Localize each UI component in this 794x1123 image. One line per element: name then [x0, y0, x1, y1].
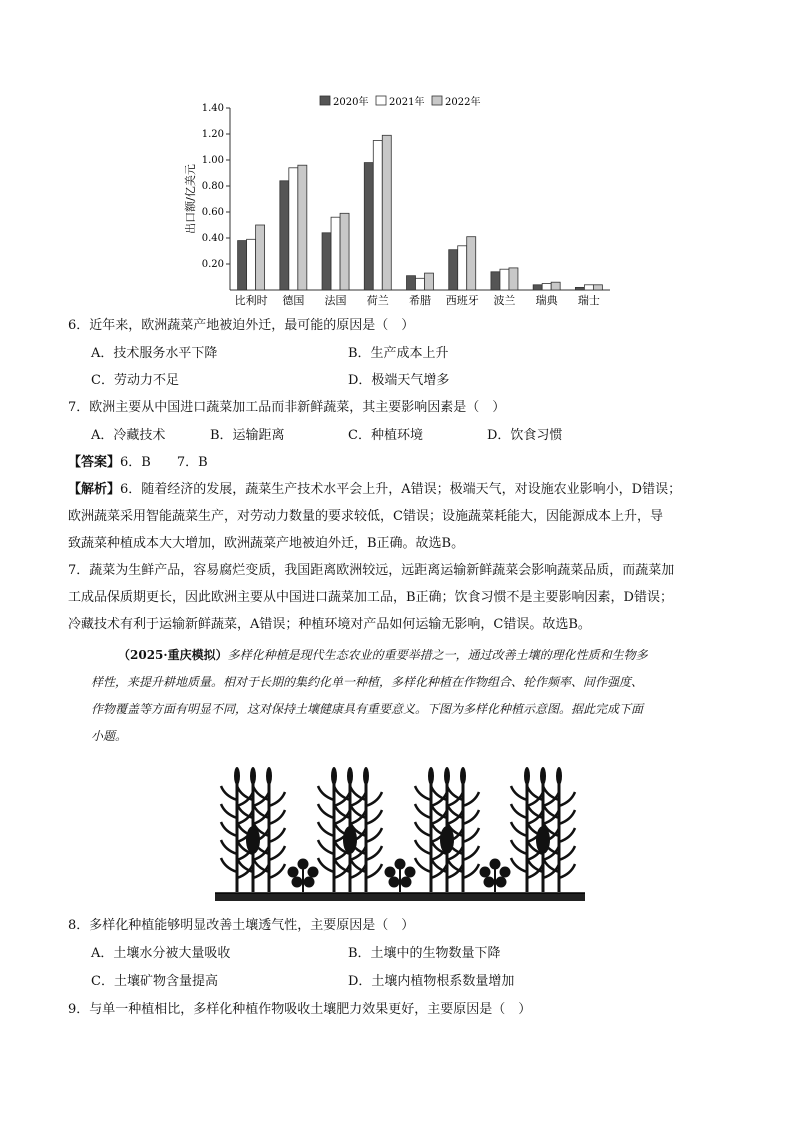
vegetable-export-bar-chart — [180, 90, 620, 310]
soybean-leaf — [304, 877, 315, 888]
soybean-leaf — [395, 859, 406, 870]
corn-plant — [415, 767, 479, 892]
intro-line-2: 样性，来提升耕地质量。相对于长期的集约化单一种植，多样化种植在作物组合、轮作频率、间作强度、 — [91, 675, 644, 689]
q6-option-c: C．劳动力不足 — [91, 373, 179, 388]
x-tick-label: 波兰 — [493, 294, 516, 307]
intro-line-3: 作物覆盖等方面有明显不同，这对保持土壤健康具有重要意义。下图为多样化种植示意图。据此完成下面 — [91, 702, 644, 716]
analysis-line-3: 致蔬菜种植成本大大增加，欧洲蔬菜产地被迫外迁，B正确。故选B。 — [68, 536, 465, 551]
corn-leaf — [221, 840, 237, 854]
intro-text-1: 多样化种植是现代生态农业的重要举措之一，通过改善土壤的理化性质和生物多 — [227, 648, 648, 662]
corn-tassel — [524, 767, 530, 785]
x-tick-label: 西班牙 — [445, 294, 479, 307]
q7-option-b: B．运输距离 — [210, 428, 285, 443]
legend-swatch — [432, 96, 442, 105]
corn-plant — [318, 767, 382, 892]
corn-leaf — [269, 828, 285, 842]
corn-leaf — [463, 864, 479, 878]
intro-source: （2025·重庆模拟） — [118, 648, 228, 662]
y-tick-label: 0.80 — [201, 181, 224, 192]
q6-option-a: A．技术服务水平下降 — [91, 346, 218, 361]
corn-leaf — [334, 786, 350, 800]
corn-leaf — [447, 786, 463, 800]
analysis-line-1 — [68, 482, 681, 498]
corn-leaf — [511, 786, 527, 800]
q6-option-b: B．生产成本上升 — [348, 346, 449, 361]
soybean-leaf — [496, 877, 507, 888]
corn-leaf — [511, 858, 527, 872]
y-tick-label: 1.40 — [201, 103, 224, 114]
bar-2 — [373, 141, 382, 291]
bar-1 — [364, 163, 373, 290]
corn-leaf — [350, 786, 366, 800]
corn-leaf — [221, 858, 237, 872]
corn-leaf — [253, 786, 269, 800]
corn-leaf — [318, 822, 334, 836]
legend-label: 2021年 — [389, 97, 425, 108]
y-tick-label: 1.20 — [201, 129, 224, 140]
bar-3 — [298, 165, 307, 290]
corn-leaf — [366, 792, 382, 806]
bar-2 — [416, 278, 425, 290]
corn-leaf — [269, 864, 285, 878]
corn-plant — [221, 767, 285, 892]
corn-leaf — [559, 792, 575, 806]
bar-1 — [280, 181, 289, 290]
corn-tassel — [250, 767, 256, 785]
bar-3 — [425, 273, 434, 290]
corn-leaf — [559, 864, 575, 878]
analysis-line-2: 欧洲蔬菜采用智能蔬菜生产，对劳动力数量的要求较低，C错误；设施蔬菜耗能大，因能源成本上升，导 — [68, 509, 663, 524]
corn-ear — [246, 826, 260, 854]
corn-leaf — [527, 786, 543, 800]
corn-leaf — [415, 786, 431, 800]
corn-leaf — [543, 786, 559, 800]
bar-2 — [500, 269, 509, 290]
corn-leaf — [318, 840, 334, 854]
bar-1 — [449, 250, 458, 290]
q7-option-c: C．种植环境 — [348, 428, 423, 443]
bar-2 — [289, 168, 298, 290]
q8-option-a: A．土壤水分被大量吸收 — [91, 946, 231, 961]
corn-tassel — [444, 767, 450, 785]
q7-option-a: A．冷藏技术 — [91, 428, 166, 443]
soybean-leaf — [298, 859, 309, 870]
y-tick-label: 0.40 — [201, 233, 224, 244]
corn-ear — [343, 826, 357, 854]
corn-leaf — [559, 828, 575, 842]
analysis-line-5: 工成品保质期更长，因此欧洲主要从中国进口蔬菜加工品，B正确；饮食习惯不是主要影响因素，D错误； — [68, 590, 673, 605]
soybean-leaf — [490, 859, 501, 870]
analysis-line-4: 7．蔬菜为生鲜产品，容易腐烂变质，我国距离欧洲较远，远距离运输新鲜蔬菜会影响蔬菜品质，而蔬菜加 — [68, 563, 675, 578]
answer-tag: 【答案】 — [68, 455, 121, 470]
q7-option-d: D．饮食习惯 — [487, 428, 563, 443]
corn-leaf — [415, 840, 431, 854]
bar-2 — [331, 217, 340, 290]
soybean-plant — [288, 859, 319, 893]
soybean-leaf — [389, 877, 400, 888]
corn-leaf — [415, 822, 431, 836]
y-axis-label: 出口额/亿美元 — [184, 164, 197, 234]
corn-leaf — [221, 804, 237, 818]
analysis-line-6: 冷藏技术有利于运输新鲜蔬菜，A错误；种植环境对产品如何运输无影响，C错误。故选B。 — [68, 617, 591, 632]
corn-tassel — [460, 767, 466, 785]
corn-leaf — [318, 804, 334, 818]
corn-leaf — [415, 858, 431, 872]
corn-leaf — [366, 828, 382, 842]
corn-tassel — [556, 767, 562, 785]
bar-3 — [593, 285, 602, 290]
bar-2 — [542, 284, 551, 291]
bar-3 — [382, 135, 391, 290]
bar-3 — [256, 225, 265, 290]
corn-plant — [511, 767, 575, 892]
corn-leaf — [269, 810, 285, 824]
corn-leaf — [318, 858, 334, 872]
intro-line-4: 小题。 — [91, 729, 128, 743]
corn-tassel — [540, 767, 546, 785]
corn-leaf — [511, 804, 527, 818]
corn-leaf — [221, 786, 237, 800]
q8-option-b: B．土壤中的生物数量下降 — [348, 946, 501, 961]
q9-stem: 9．与单一种植相比，多样化种植作物吸收土壤肥力效果更好，主要原因是（ ） — [68, 1002, 532, 1017]
soybean-leaf — [480, 867, 491, 878]
soybean-plant — [385, 859, 416, 893]
bar-3 — [340, 213, 349, 290]
answer-line — [68, 455, 208, 471]
corn-tassel — [428, 767, 434, 785]
ground-surface — [215, 893, 585, 901]
q8-option-c: C．土壤矿物含量提高 — [91, 974, 218, 989]
corn-leaf — [366, 846, 382, 860]
soybean-leaf — [288, 867, 299, 878]
corn-leaf — [463, 828, 479, 842]
corn-leaf — [269, 792, 285, 806]
bar-2 — [247, 239, 256, 290]
bar-1 — [238, 241, 247, 290]
bar-1 — [533, 285, 542, 290]
corn-leaf — [221, 822, 237, 836]
q7-stem: 7．欧洲主要从中国进口蔬菜加工品而非新鲜蔬菜，其主要影响因素是（ ） — [68, 400, 506, 415]
x-tick-label: 瑞士 — [577, 294, 600, 307]
q8-option-d: D．土壤内植物根系数量增加 — [348, 974, 515, 989]
answer-text: 6．B 7．B — [120, 455, 208, 470]
q8-stem: 8．多样化种植能够明显改善土壤透气性，主要原因是（ ） — [68, 918, 415, 933]
bar-1 — [407, 276, 416, 290]
legend-swatch — [320, 96, 330, 105]
x-tick-label: 德国 — [282, 294, 305, 307]
q6-stem: 6．近年来，欧洲蔬菜产地被迫外迁，最可能的原因是（ ） — [68, 318, 415, 333]
corn-leaf — [463, 846, 479, 860]
corn-tassel — [234, 767, 240, 785]
legend-label: 2022年 — [445, 97, 481, 108]
corn-leaf — [318, 786, 334, 800]
soybean-leaf — [484, 877, 495, 888]
corn-leaf — [559, 846, 575, 860]
bar-1 — [322, 233, 331, 290]
bar-1 — [491, 272, 500, 290]
corn-ear — [536, 826, 550, 854]
bar-3 — [467, 237, 476, 290]
soybean-leaf — [385, 867, 396, 878]
corn-leaf — [511, 840, 527, 854]
x-tick-label: 比利时 — [234, 294, 268, 307]
corn-leaf — [511, 822, 527, 836]
soybean-leaf — [405, 867, 416, 878]
soybean-leaf — [401, 877, 412, 888]
corn-tassel — [331, 767, 337, 785]
x-tick-label: 瑞典 — [535, 294, 558, 307]
legend-label: 2020年 — [333, 97, 369, 108]
y-tick-label: 0.20 — [201, 259, 224, 270]
x-tick-label: 希腊 — [409, 294, 431, 307]
soybean-leaf — [500, 867, 511, 878]
diversified-planting-illustration — [215, 760, 585, 910]
y-tick-label: 1.00 — [201, 155, 224, 166]
intro-line-1 — [118, 647, 718, 663]
legend-swatch — [376, 96, 386, 105]
corn-leaf — [559, 810, 575, 824]
corn-leaf — [366, 810, 382, 824]
bar-1 — [575, 287, 584, 290]
corn-leaf — [463, 810, 479, 824]
corn-ear — [440, 826, 454, 854]
corn-leaf — [415, 804, 431, 818]
x-tick-label: 荷兰 — [366, 294, 389, 307]
soybean-plant — [480, 859, 511, 893]
bar-2 — [458, 246, 467, 290]
analysis-tag: 【解析】 — [68, 482, 121, 497]
corn-leaf — [463, 792, 479, 806]
corn-leaf — [237, 786, 253, 800]
bar-3 — [509, 268, 518, 290]
analysis-text-1: 6．随着经济的发展，蔬菜生产技术水平会上升，A错误；极端天气，对设施农业影响小，D错误； — [120, 482, 682, 497]
x-tick-label: 法国 — [324, 294, 347, 307]
corn-leaf — [366, 864, 382, 878]
corn-tassel — [347, 767, 353, 785]
corn-leaf — [269, 846, 285, 860]
y-tick-label: 0.60 — [201, 207, 224, 218]
corn-leaf — [431, 786, 447, 800]
soybean-leaf — [292, 877, 303, 888]
corn-tassel — [266, 767, 272, 785]
q6-option-d: D．极端天气增多 — [348, 373, 450, 388]
bar-3 — [551, 282, 560, 290]
soybean-leaf — [308, 867, 319, 878]
bar-2 — [584, 285, 593, 290]
corn-tassel — [363, 767, 369, 785]
